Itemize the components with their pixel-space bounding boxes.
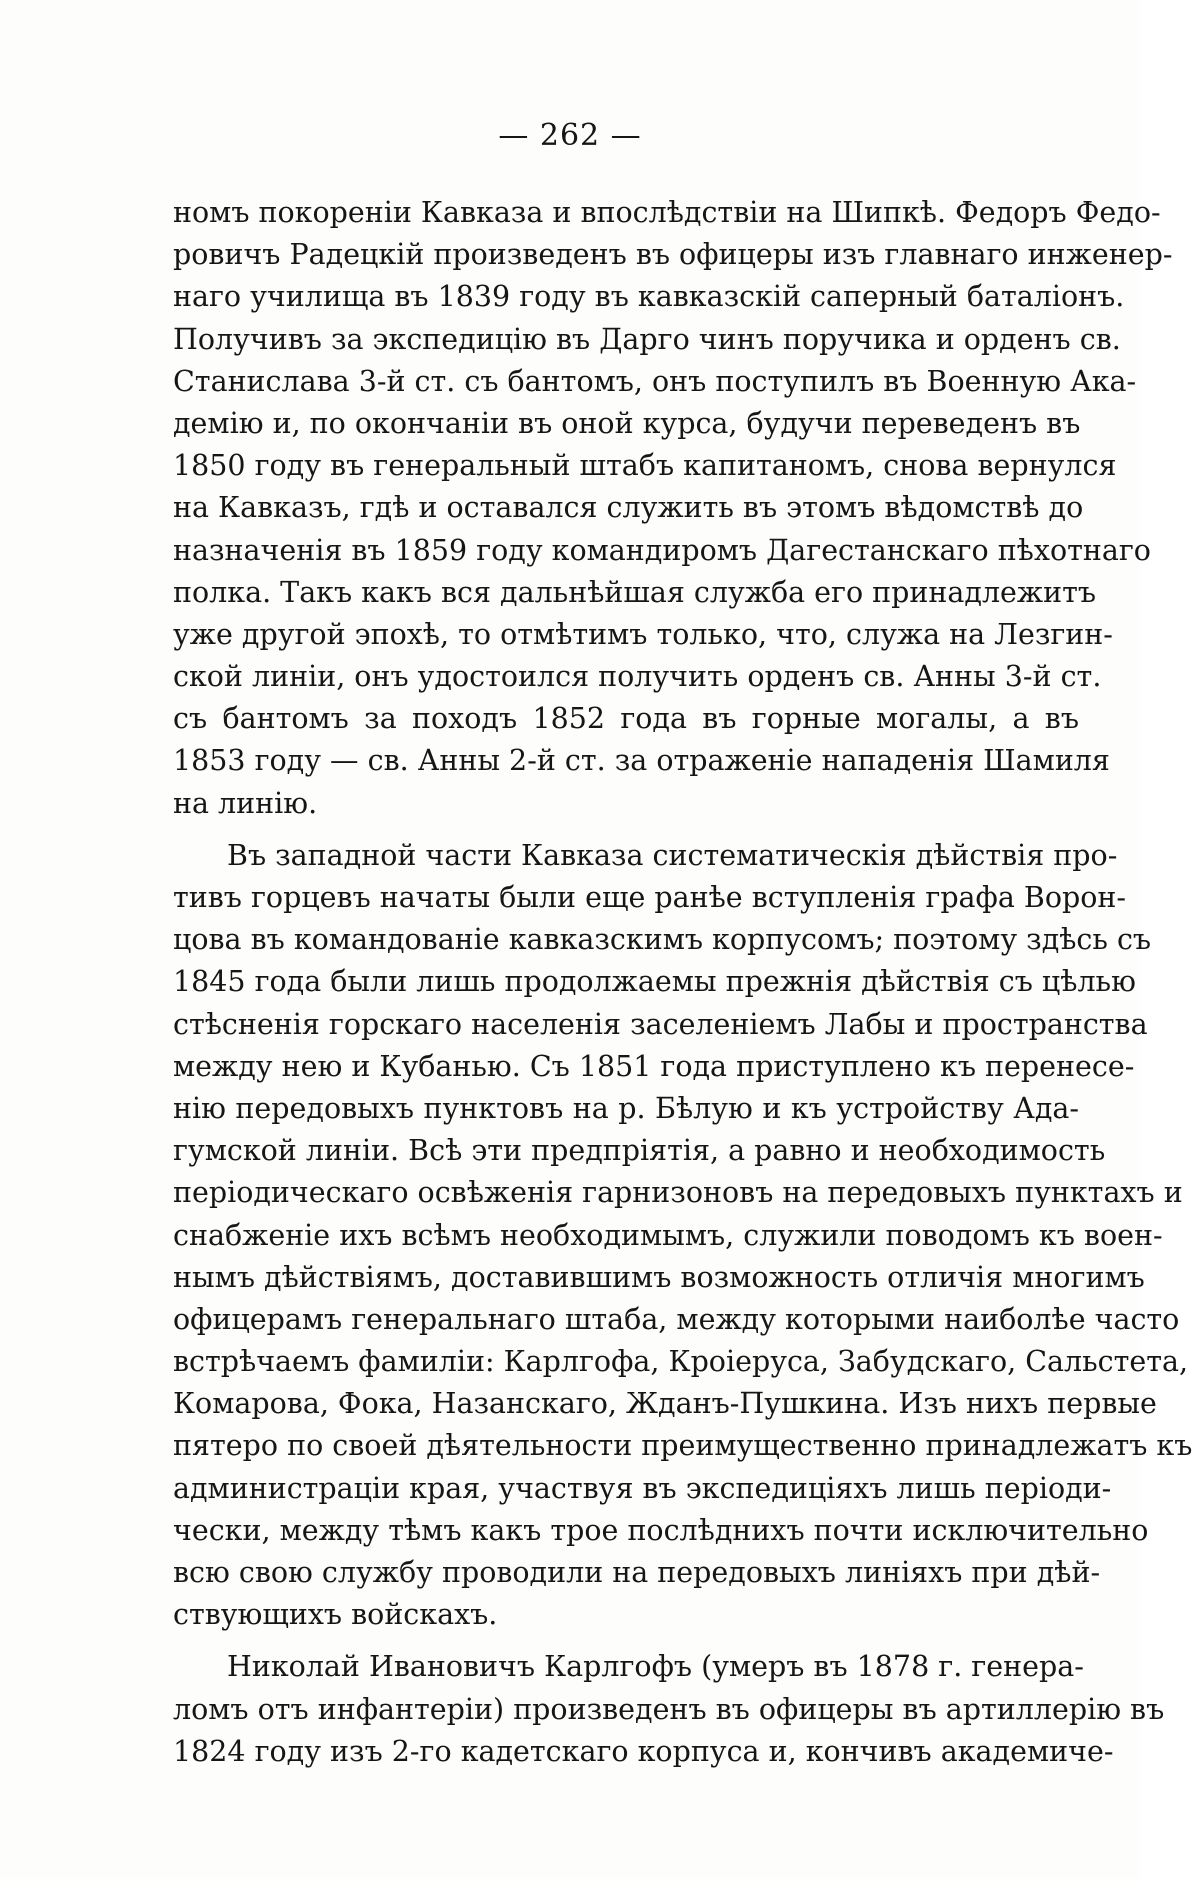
text-line: тивъ горцевъ начаты были еще ранѣе вступленія графа Ворон- <box>173 881 1127 914</box>
text-line: номъ покореніи Кавказа и впослѣдствіи на Шипкѣ. Федоръ Федо- <box>173 196 1161 229</box>
text-line: ствующихъ войскахъ. <box>173 1598 498 1632</box>
text-line: періодическаго освѣженія гарнизоновъ на передовыхъ пунктахъ и <box>173 1176 1183 1210</box>
text-line: на линію. <box>173 786 318 820</box>
text-line: всю свою службу проводили на передовыхъ линіяхъ при дѣй- <box>173 1556 1101 1589</box>
text-line: встрѣчаемъ фамиліи: Карлгофа, Кроіеруса, Забудскаго, Сальстета, <box>173 1345 1189 1379</box>
paragraph <box>173 1646 1165 1773</box>
text-line: Комарова, Фока, Назанскаго, Жданъ-Пушкина. Изъ нихъ первые <box>173 1387 1157 1421</box>
text-line: чески, между тѣмъ какъ трое послѣднихъ почти исключительно <box>173 1513 1149 1547</box>
text-line: наго училища въ 1839 году въ кавказскій саперный баталіонъ. <box>173 280 1125 314</box>
text-line: уже другой эпохѣ, то отмѣтимъ только, что, служа на Лезгин- <box>173 617 1113 651</box>
text-line: офицерамъ генеральнаго штаба, между которыми наиболѣе часто <box>173 1302 1180 1336</box>
text-line: снабженіе ихъ всѣмъ необходимымъ, служили поводомъ къ воен- <box>173 1218 1163 1252</box>
text-line: ровичъ Радецкій произведенъ въ офицеры изъ главнаго инженер- <box>173 238 1173 272</box>
text-line: Получивъ за экспедицію въ Дарго чинъ поручика и орденъ св. <box>173 322 1121 356</box>
text-line: Станислава 3-й ст. съ бантомъ, онъ поступилъ въ Военную Ака- <box>173 364 1137 398</box>
page-number: — 262 — <box>498 118 642 153</box>
text-line: ской линіи, онъ удостоился получить орденъ св. Анны 3-й ст. <box>173 660 1102 694</box>
paragraph <box>173 192 1173 825</box>
body-text <box>173 192 1192 1773</box>
text-line: 1850 году въ генеральный штабъ капитаномъ, снова вернулся <box>173 449 1117 483</box>
text-line: нію передовыхъ пунктовъ на р. Бѣлую и къ устройству Ада- <box>173 1091 1079 1125</box>
text-line: демію и, по окончаніи въ оной курса, будучи переведенъ въ <box>173 406 1081 440</box>
text-line: 1845 года были лишь продолжаемы прежнія дѣйствія съ цѣлью <box>173 965 1136 999</box>
text-line: 1824 году изъ 2-го кадетскаго корпуса и, кончивъ академиче- <box>173 1734 1114 1768</box>
text-line: пятеро по своей дѣятельности преимущественно принадлежатъ къ <box>173 1429 1192 1463</box>
text-line: между нею и Кубанью. Съ 1851 года приступлено къ перенесе- <box>173 1049 1135 1083</box>
paragraph-spacer <box>173 1636 1079 1646</box>
text-line: администраціи края, участвуя въ экспедиціяхъ лишь періоди- <box>173 1471 1112 1505</box>
text-line: полка. Такъ какъ вся дальнѣйшая служба его принадлежитъ <box>173 575 1097 609</box>
text-line: стѣсненія горскаго населенія заселеніемъ Лабы и пространства <box>173 1007 1148 1041</box>
text-line: нымъ дѣйствіямъ, доставившимъ возможность отличія многимъ <box>173 1260 1145 1294</box>
text-line: Въ западной части Кавказа систематическія дѣйствія про- <box>227 838 1118 872</box>
paragraph <box>173 835 1192 1637</box>
text-line: Николай Ивановичъ Карлгофъ (умеръ въ 1878 г. генера- <box>227 1650 1084 1684</box>
text-line: ломъ отъ инфантеріи) произведенъ въ офицеры въ артиллерію въ <box>173 1692 1165 1726</box>
text-line: съ бантомъ за походъ 1852 года въ горные могалы, а въ <box>173 702 1079 736</box>
text-line: 1853 году — св. Анны 2-й ст. за отраженіе нападенія Шамиля <box>173 744 1110 778</box>
text-line: цова въ командованіе кавказскимъ корпусомъ; поэтому здѣсь съ <box>173 923 1152 957</box>
text-line: на Кавказъ, гдѣ и оставался служить въ этомъ вѣдомствѣ до <box>173 491 1084 525</box>
paragraph-spacer <box>173 825 1079 835</box>
text-line: назначенія въ 1859 году командиромъ Дагестанскаго пѣхотнаго <box>173 533 1151 567</box>
text-line: гумской линіи. Всѣ эти предпріятія, а равно и необходимость <box>173 1134 1106 1168</box>
